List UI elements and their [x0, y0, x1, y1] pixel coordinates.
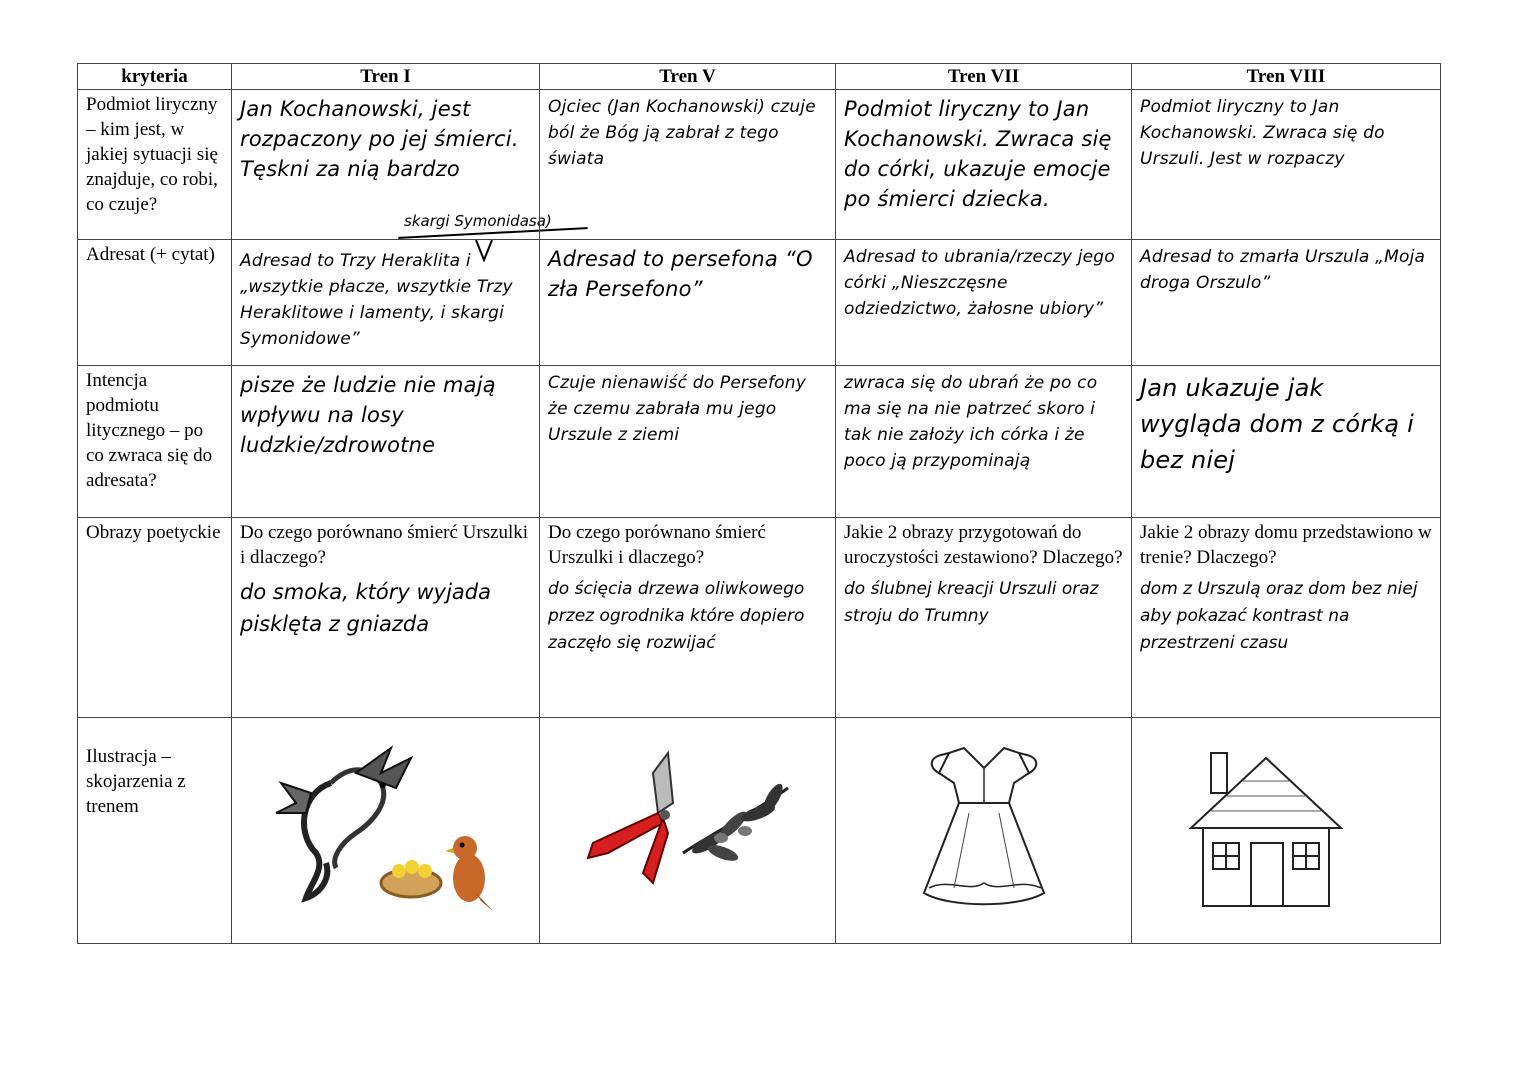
- illustration-cell: [540, 718, 836, 944]
- question-text: Jakie 2 obrazy domu przedstawiono w trenie? Dlaczego?: [1140, 522, 1432, 568]
- table-row: [78, 518, 1441, 718]
- question-text: Do czego porównano śmierć Urszulki i dlaczego?: [548, 522, 766, 568]
- handwritten-answer: do smoka, który wyjada pisklęta z gniazda: [240, 580, 491, 636]
- answer-cell: pisze że ludzie nie mają wpływu na losy ludzkie/zdrowotne: [232, 366, 540, 518]
- house-icon: [1171, 743, 1401, 913]
- header-tren-5: Tren V: [540, 64, 836, 90]
- answer-cell: Adresad to persefona “O zła Persefono”: [540, 240, 836, 366]
- answer-cell: [232, 518, 540, 718]
- criterion-cell: Intencja podmiotu litycznego – po co zwraca się do adresata?: [78, 366, 232, 518]
- handwritten-answer: dom z Urszulą oraz dom bez niej aby pokazać kontrast na przestrzeni czasu: [1140, 579, 1418, 653]
- question-text: Do czego porównano śmierć Urszulki i dlaczego?: [240, 522, 529, 568]
- answer-cell: Ojciec (Jan Kochanowski) czuje ból że Bóg ją zabrał z tego świata: [540, 90, 836, 240]
- criterion-cell: Obrazy poetyckie: [78, 518, 232, 718]
- question-text: Jakie 2 obrazy przygotowań do uroczystości zestawiono? Dlaczego?: [844, 522, 1123, 568]
- answer-cell: Jan Kochanowski, jest rozpaczony po jej śmierci. Tęskni za nią bardzo: [232, 90, 540, 240]
- annotation-note: skargi Symonidasa): [404, 212, 552, 230]
- answer-cell: Podmiot liryczny to Jan Kochanowski. Zwraca się do Urszuli. Jest w rozpaczy: [1132, 90, 1441, 240]
- header-tren-7: Tren VII: [836, 64, 1132, 90]
- header-criteria: kryteria: [78, 64, 232, 90]
- header-tren-1: Tren I: [232, 64, 540, 90]
- illustration-cell: [836, 718, 1132, 944]
- tren-table: [77, 63, 1441, 944]
- answer-cell: Podmiot liryczny to Jan Kochanowski. Zwraca się do córki, ukazuje emocje po śmierci dziecka.: [836, 90, 1132, 240]
- answer-cell: Czuje nienawiść do Persefony że czemu zabrała mu jego Urszule z ziemi: [540, 366, 836, 518]
- dress-icon: [869, 743, 1099, 913]
- answer-cell: [1132, 518, 1441, 718]
- answer-cell: Adresad to zmarła Urszula „Moja droga Orszulo”: [1132, 240, 1441, 366]
- answer-cell: [836, 518, 1132, 718]
- illustration-cell: [1132, 718, 1441, 944]
- illustration-cell: [232, 718, 540, 944]
- header-tren-8: Tren VIII: [1132, 64, 1441, 90]
- table-row: [78, 90, 1441, 240]
- criterion-cell: Adresat (+ cytat): [78, 240, 232, 366]
- pruning-shears-and-olive-branch-icon: [573, 743, 803, 913]
- table-row: [78, 240, 1441, 366]
- table-row: [78, 366, 1441, 518]
- header-row: [78, 64, 1441, 90]
- handwritten-answer: do ślubnej kreacji Urszuli oraz stroju do Trumny: [844, 579, 1099, 626]
- dragon-and-bird-nest-icon: [271, 743, 501, 913]
- answer-cell: Adresad to ubrania/rzeczy jego córki „Nieszczęsne odziedzictwo, żałosne ubiory”: [836, 240, 1132, 366]
- answer-cell: [540, 518, 836, 718]
- handwritten-answer: do ścięcia drzewa oliwkowego przez ogrodnika które dopiero zaczęło się rozwijać: [548, 579, 805, 653]
- criterion-cell: Podmiot liryczny – kim jest, w jakiej sytuacji się znajduje, co robi, co czuje?: [78, 90, 232, 240]
- answer-cell: Adresad to Trzy Heraklita i „wszytkie płacze, wszytkie Trzy Heraklitowe i lamenty, i skargi Symonidowe”: [232, 240, 540, 366]
- table-row: [78, 718, 1441, 944]
- answer-cell: Jan ukazuje jak wygląda dom z córką i bez niej: [1132, 366, 1441, 518]
- criterion-cell: Ilustracja – skojarzenia z trenem: [78, 718, 232, 944]
- answer-cell: zwraca się do ubrań że po co ma się na nie patrzeć skoro i tak nie założy ich córka i że poco ją przypominają: [836, 366, 1132, 518]
